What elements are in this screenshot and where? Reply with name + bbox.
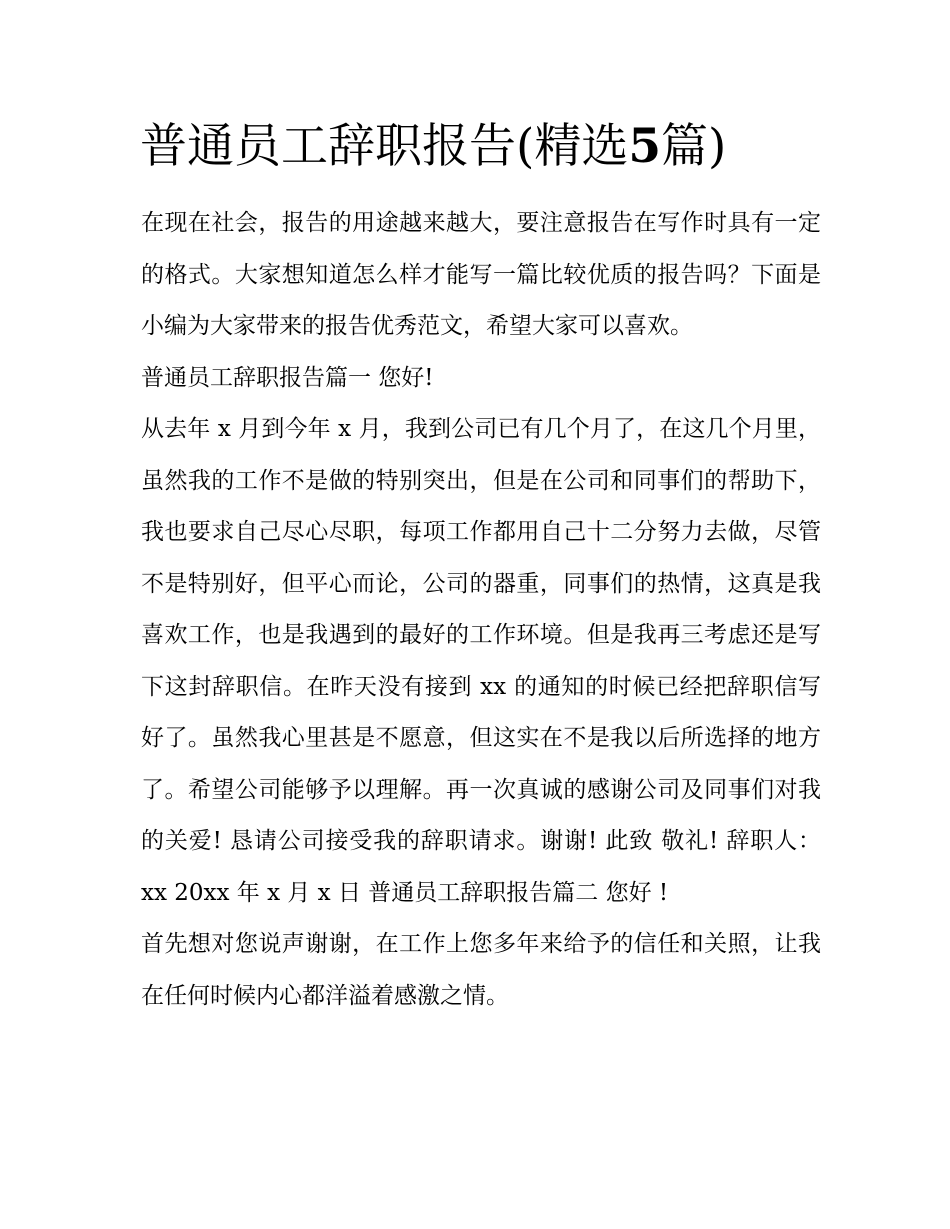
title-suffix: 篇): [661, 119, 727, 174]
document-title: [140, 112, 726, 182]
intro-paragraph: 在现在社会，报告的用途越来越大，要注意报告在写作时具有一定的格式。大家想知道怎么样才能写一篇比较优质的报告吗？下面是小编为大家带来的报告优秀范文，希望大家可以喜欢。: [141, 210, 821, 339]
letter-paragraph-1: 从去年 x 月到今年 x 月，我到公司已有几个月了，在这几个月里，虽然我的工作不是做的特别突出，但是在公司和同事们的帮助下，我也要求自己尽心尽职，每项工作都用自己十二分努力去做，尽管不是特别好，但平心而论，公司的器重，同事们的热情，这真是我喜欢工作，也是我遇到的最好的工作环境。但是我再三考虑还是写下这封辞职信。在昨天没有接到 xx 的通知的时候已经把辞职信写好了。虽然我心里甚是不愿意，但这实在不是我以后所选择的地方了。希望公司能够予以理解。再一次真诚的感谢公司及同事们对我的关爱! 恳请公司接受我的辞职请求。谢谢! 此致 敬礼! 辞职人：xx 20xx 年 x 月 x 日 普通员工辞职报告篇二 您好 !: [141, 416, 821, 906]
letter-paragraph-2: 首先想对您说声谢谢，在工作上您多年来给予的信任和关照，让我在任何时候内心都洋溢着感激之情。: [141, 931, 821, 1009]
section-heading-1: 普通员工辞职报告篇一 您好!: [141, 364, 434, 391]
document-body: [141, 198, 821, 1022]
title-number: 5: [628, 119, 662, 174]
title-text: 普通员工辞职报告(精选: [140, 119, 629, 174]
